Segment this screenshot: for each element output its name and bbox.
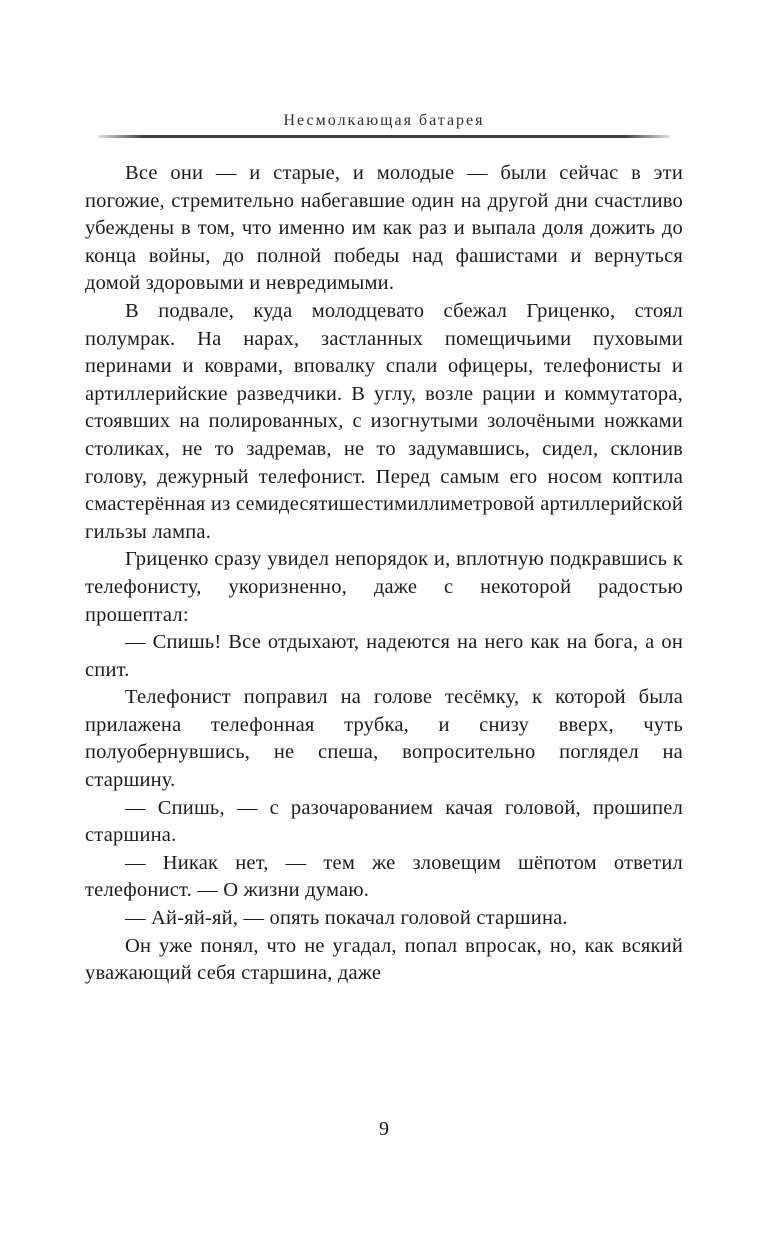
paragraph: Все они — и старые, и молодые — были сейчас в эти погожие, стремительно набегавшие один на другой дни счастливо убеждены в том, что именно им как раз и выпала доля дожить до конца войны, до полной победы над фашистами и вернуться домой здоровыми и невредимыми. <box>85 162 683 295</box>
running-head: Несмолкающая батарея <box>283 112 485 129</box>
paragraph: Он уже понял, что не угадал, попал впросак, но, как всякий уважающий себя старшина, даже <box>85 934 683 985</box>
paragraph: — Ай-яй-яй, — опять покачал головой старшина. <box>125 907 568 930</box>
header-rule-divider <box>98 135 670 138</box>
paragraph: Гриценко сразу увидел непорядок и, вплотную подкравшись к телефонисту, укоризненно, даже с некоторой радостью прошептал: <box>85 548 683 626</box>
paragraph: Телефонист поправил на голове тесёмку, к которой была прилажена телефонная трубка, и снизу вверх, чуть полуобернувшись, не спеша, вопросительно поглядел на старшину. <box>85 686 683 792</box>
paragraph: В подвале, куда молодцевато сбежал Гриценко, стоял полумрак. На нарах, застланных помещичьими пуховыми перинами и коврами, вповалку спали офицеры, телефонисты и артиллерийские разведчики. В углу, возле рации и коммутатора, стоявших на полированных, с изогнутыми золочёными ножками столиках, не то задремав, не то задумавшись, сидел, склонив голову, дежурный телефонист. Перед самым его носом коптила смастерённая из семидесятишестимиллиметровой артиллерийской гильзы лампа. <box>85 299 683 543</box>
body-text <box>85 160 683 988</box>
page-number: 9 <box>379 1118 389 1140</box>
paragraph: — Спишь! Все отдыхают, надеются на него как на бога, а он спит. <box>85 631 683 681</box>
paragraph: — Никак нет, — тем же зловещим шёпотом ответил телефонист. — О жизни думаю. <box>85 851 683 902</box>
paragraph: — Спишь, — с разочарованием качая головой, прошипел старшина. <box>85 796 683 847</box>
